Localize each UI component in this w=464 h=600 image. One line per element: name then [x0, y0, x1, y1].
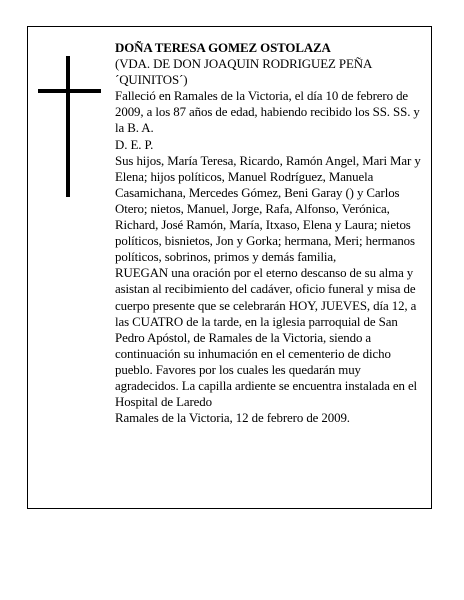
widow-of: (VDA. DE DON JOAQUIN RODRIGUEZ PEÑA ´QUINITOS´): [115, 57, 372, 88]
cross-horizontal-bar: [38, 89, 101, 93]
obituary-card: [27, 26, 432, 509]
rest-in-peace: D. E. P.: [115, 137, 154, 152]
deceased-name: DOÑA TERESA GOMEZ OSTOLAZA: [115, 41, 331, 55]
family-list: Sus hijos, María Teresa, Ricardo, Ramón Angel, Mari Mar y Elena; hijos políticos, Manuel Rodríguez, Manuela Casamichana, Mercedes Gómez, Beni Garay () y Carlos Otero; nietos, Manuel, Jorge, Rafa, Alfonso, Verónica, Richard, José Ramón, María, Itxaso, Elena y Laura; nietos políticos, bisnietos, Jon y Gorka; hermana, Meri; hermanos políticos, sobrinos, primos y demás familia,: [115, 153, 421, 265]
cross-vertical-bar: [66, 56, 70, 197]
funeral-request: RUEGAN una oración por el eterno descanso de su alma y asistan al recibimiento del cadáver, oficio funeral y misa de cuerpo presente que se celebrarán HOY, JUEVES, día 12, a las CUATRO de la tarde, en la iglesia parroquial de San Pedro Apóstol, de Ramales de la Victoria, siendo a continuación su inhumación en el cementerio de dicho pueblo. Favores por los cuales les quedarán muy agradecidos. La capilla ardiente se encuentra instalada en el Hospital de Laredo: [115, 266, 418, 410]
place-and-date: Ramales de la Victoria, 12 de febrero de 2009.: [115, 411, 350, 426]
obituary-text: [115, 40, 427, 426]
death-notice: Falleció en Ramales de la Victoria, el día 10 de febrero de 2009, a los 87 años de edad, habiendo recibido los SS. SS. y la B. A.: [115, 89, 420, 136]
